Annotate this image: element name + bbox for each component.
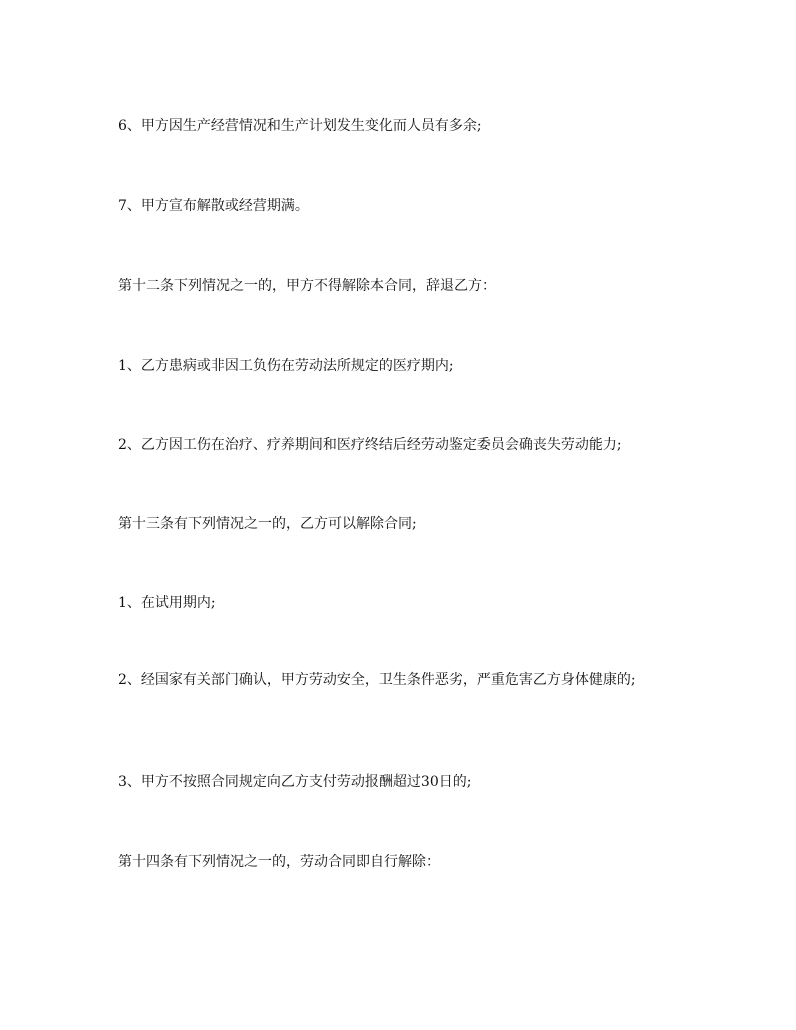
paragraph-article-13-item-1: 1、在试用期内; [118, 595, 216, 611]
paragraph-article-13-item-3: 3、甲方不按照合同规定向乙方支付劳动报酬超过30日的; [118, 774, 472, 790]
paragraph-article-14-heading: 第十四条有下列情况之一的，劳动合同即自行解除： [118, 854, 440, 870]
paragraph-article-13-item-2: 2、经国家有关部门确认，甲方劳动安全，卫生条件恶劣，严重危害乙方身体健康的; [118, 672, 636, 688]
paragraph-item-7-dissolution: 7、甲方宣布解散或经营期满。 [118, 198, 309, 214]
paragraph-article-12-item-1: 1、乙方患病或非因工负伤在劳动法所规定的医疗期内; [118, 358, 454, 374]
paragraph-article-13-heading: 第十三条有下列情况之一的，乙方可以解除合同; [118, 516, 417, 532]
paragraph-article-12-heading: 第十二条下列情况之一的，甲方不得解除本合同，辞退乙方： [118, 278, 496, 294]
paragraph-article-12-item-2: 2、乙方因工伤在治疗、疗养期间和医疗终结后经劳动鉴定委员会确丧失劳动能力; [118, 437, 622, 453]
paragraph-item-6-surplus-staff: 6、甲方因生产经营情况和生产计划发生变化而人员有多余; [118, 118, 482, 134]
